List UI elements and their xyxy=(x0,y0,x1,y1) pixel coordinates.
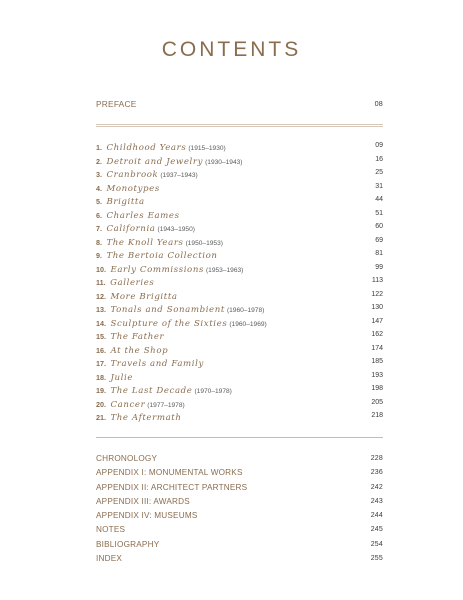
chapter-title: Julie xyxy=(110,372,134,383)
toc-entry-chapter[interactable] xyxy=(96,153,383,167)
chapter-page-number: 60 xyxy=(375,223,383,230)
chapter-page-number: 162 xyxy=(371,331,383,338)
chapter-number: 10. xyxy=(96,264,106,274)
chapter-title: Detroit and Jewelry xyxy=(106,156,204,167)
chapter-title: Monotypes xyxy=(106,183,160,194)
chapter-number: 16. xyxy=(96,345,106,355)
chapter-number: 3. xyxy=(96,170,102,179)
toc-entry-chapter[interactable] xyxy=(96,261,383,275)
chapter-page-number: 198 xyxy=(371,385,383,392)
chapter-page-number: 51 xyxy=(375,209,383,217)
toc-entry-chapter[interactable] xyxy=(96,369,383,383)
toc-entry-back-matter[interactable] xyxy=(96,552,383,566)
toc-entry-chapter[interactable] xyxy=(96,166,383,180)
divider-bottom xyxy=(96,437,383,438)
chapter-title: Childhood Years xyxy=(106,143,187,153)
chapter-number: 18. xyxy=(96,372,106,382)
chapter-years: (1960–1978) xyxy=(226,307,265,314)
toc-entry-chapter[interactable] xyxy=(96,328,383,342)
chapter-title: Brigitta xyxy=(106,197,145,207)
page-title: CONTENTS xyxy=(161,38,302,61)
chapter-title: Sculpture of the Sixties xyxy=(110,318,228,329)
toc-entry-preface[interactable] xyxy=(96,99,383,111)
toc-entry-chapter[interactable] xyxy=(96,207,383,221)
toc-entry-chapter[interactable] xyxy=(96,193,383,207)
toc-entry-chapter[interactable] xyxy=(96,220,383,234)
toc-entry-chapter[interactable] xyxy=(96,382,383,396)
back-matter-label: APPENDIX III: AWARDS xyxy=(96,496,190,506)
preface-label: PREFACE xyxy=(96,99,137,109)
chapter-list xyxy=(96,139,383,423)
toc-entry-chapter[interactable] xyxy=(96,396,383,410)
chapter-number: 13. xyxy=(96,305,106,314)
toc-entry-chapter[interactable] xyxy=(96,301,383,315)
toc-entry-chapter[interactable] xyxy=(96,274,383,288)
chapter-page-number: 205 xyxy=(371,398,383,406)
chapter-number: 4. xyxy=(96,183,102,193)
back-matter-label: BIBLIOGRAPHY xyxy=(96,539,160,549)
toc-entry-chapter[interactable] xyxy=(96,315,383,329)
chapter-title: More Brigitta xyxy=(110,291,178,302)
toc-entry-back-matter[interactable] xyxy=(96,481,383,495)
chapter-title: Cranbrook xyxy=(106,170,159,180)
back-matter-label: APPENDIX I: MONUMENTAL WORKS xyxy=(96,468,243,478)
chapter-title: Galleries xyxy=(110,278,155,288)
chapter-number: 12. xyxy=(96,291,106,301)
chapter-page-number: 122 xyxy=(371,290,383,298)
chapter-number: 5. xyxy=(96,197,102,206)
back-matter-list xyxy=(96,452,383,566)
back-matter-label: NOTES xyxy=(96,525,126,535)
chapter-page-number: 99 xyxy=(375,263,383,271)
chapter-years: (1950–1953) xyxy=(185,239,223,247)
chapter-page-number: 31 xyxy=(375,182,383,190)
chapter-page-number: 16 xyxy=(375,155,383,163)
chapter-number: 2. xyxy=(96,156,102,166)
chapter-title: The Bertoia Collection xyxy=(106,251,218,261)
chapter-page-number: 185 xyxy=(371,358,383,365)
chapter-title: The Aftermath xyxy=(110,413,182,423)
toc-entry-back-matter[interactable] xyxy=(96,538,383,552)
chapter-years: (1943–1950) xyxy=(157,226,195,233)
preface-page-number: 08 xyxy=(374,99,383,108)
toc-entry-chapter[interactable] xyxy=(96,180,383,194)
chapter-page-number: 09 xyxy=(375,142,383,149)
chapter-title: Charles Eames xyxy=(106,210,180,221)
chapter-title: Cancer xyxy=(110,399,146,410)
back-matter-page-number: 243 xyxy=(370,497,383,505)
chapter-page-number: 113 xyxy=(371,277,383,284)
chapter-number: 14. xyxy=(96,318,106,328)
back-matter-label: APPENDIX IV: MUSEUMS xyxy=(96,511,198,521)
chapter-page-number: 81 xyxy=(375,250,383,257)
chapter-page-number: 218 xyxy=(371,412,383,419)
chapter-number: 19. xyxy=(96,386,106,395)
toc-entry-chapter[interactable] xyxy=(96,409,383,423)
back-matter-page-number: 242 xyxy=(370,483,383,491)
toc-entry-chapter[interactable] xyxy=(96,139,383,153)
toc-entry-chapter[interactable] xyxy=(96,247,383,261)
chapter-years: (1930–1943) xyxy=(205,158,243,166)
divider-top xyxy=(96,124,383,127)
back-matter-label: INDEX xyxy=(96,554,123,564)
chapter-page-number: 44 xyxy=(375,196,383,203)
back-matter-page-number: 244 xyxy=(370,512,383,520)
back-matter-page-number: 245 xyxy=(370,526,383,534)
chapter-title: Early Commissions xyxy=(110,264,204,275)
chapter-number: 21. xyxy=(96,413,106,422)
toc-entry-chapter[interactable] xyxy=(96,355,383,369)
back-matter-page-number: 255 xyxy=(370,555,383,563)
chapter-number: 7. xyxy=(96,224,102,233)
chapter-page-number: 69 xyxy=(375,236,383,244)
chapter-title: At the Shop xyxy=(110,345,169,356)
chapter-page-number: 193 xyxy=(371,371,383,379)
toc-entry-back-matter[interactable] xyxy=(96,523,383,537)
chapter-title: Travels and Family xyxy=(110,359,204,369)
chapter-page-number: 25 xyxy=(375,169,383,176)
toc-entry-back-matter[interactable] xyxy=(96,495,383,509)
chapter-years: (1970–1978) xyxy=(194,388,232,395)
toc-entry-back-matter[interactable] xyxy=(96,452,383,466)
chapter-number: 6. xyxy=(96,210,102,220)
chapter-years: (1937–1943) xyxy=(160,172,198,179)
chapter-number: 8. xyxy=(96,237,102,247)
chapter-title: California xyxy=(106,224,156,234)
toc-entry-chapter[interactable] xyxy=(96,342,383,356)
back-matter-page-number: 254 xyxy=(370,540,383,548)
chapter-title: Tonals and Sonambient xyxy=(110,305,225,315)
chapter-title: The Father xyxy=(110,332,165,342)
chapter-years: (1960–1969) xyxy=(229,320,267,328)
chapter-page-number: 130 xyxy=(371,304,383,311)
chapter-title: The Knoll Years xyxy=(106,237,184,248)
back-matter-page-number: 236 xyxy=(370,469,383,477)
chapter-number: 17. xyxy=(96,359,106,368)
toc-entry-chapter[interactable] xyxy=(96,288,383,302)
chapter-number: 9. xyxy=(96,251,102,260)
back-matter-page-number: 228 xyxy=(370,455,383,462)
chapter-number: 1. xyxy=(96,143,102,152)
chapter-years: (1915–1930) xyxy=(188,145,226,152)
back-matter-label: APPENDIX II: ARCHITECT PARTNERS xyxy=(96,482,248,492)
back-matter-label: CHRONOLOGY xyxy=(96,454,158,463)
toc-entry-back-matter[interactable] xyxy=(96,466,383,480)
toc-entry-back-matter[interactable] xyxy=(96,509,383,523)
chapter-number: 11. xyxy=(96,278,106,287)
toc-entry-chapter[interactable] xyxy=(96,234,383,248)
chapter-years: (1953–1963) xyxy=(205,266,244,274)
chapter-number: 15. xyxy=(96,332,106,341)
chapter-number: 20. xyxy=(96,399,106,409)
chapter-title: The Last Decade xyxy=(110,386,193,396)
chapter-page-number: 174 xyxy=(371,344,383,352)
chapter-page-number: 147 xyxy=(371,317,383,325)
chapter-years: (1977–1978) xyxy=(147,401,185,409)
